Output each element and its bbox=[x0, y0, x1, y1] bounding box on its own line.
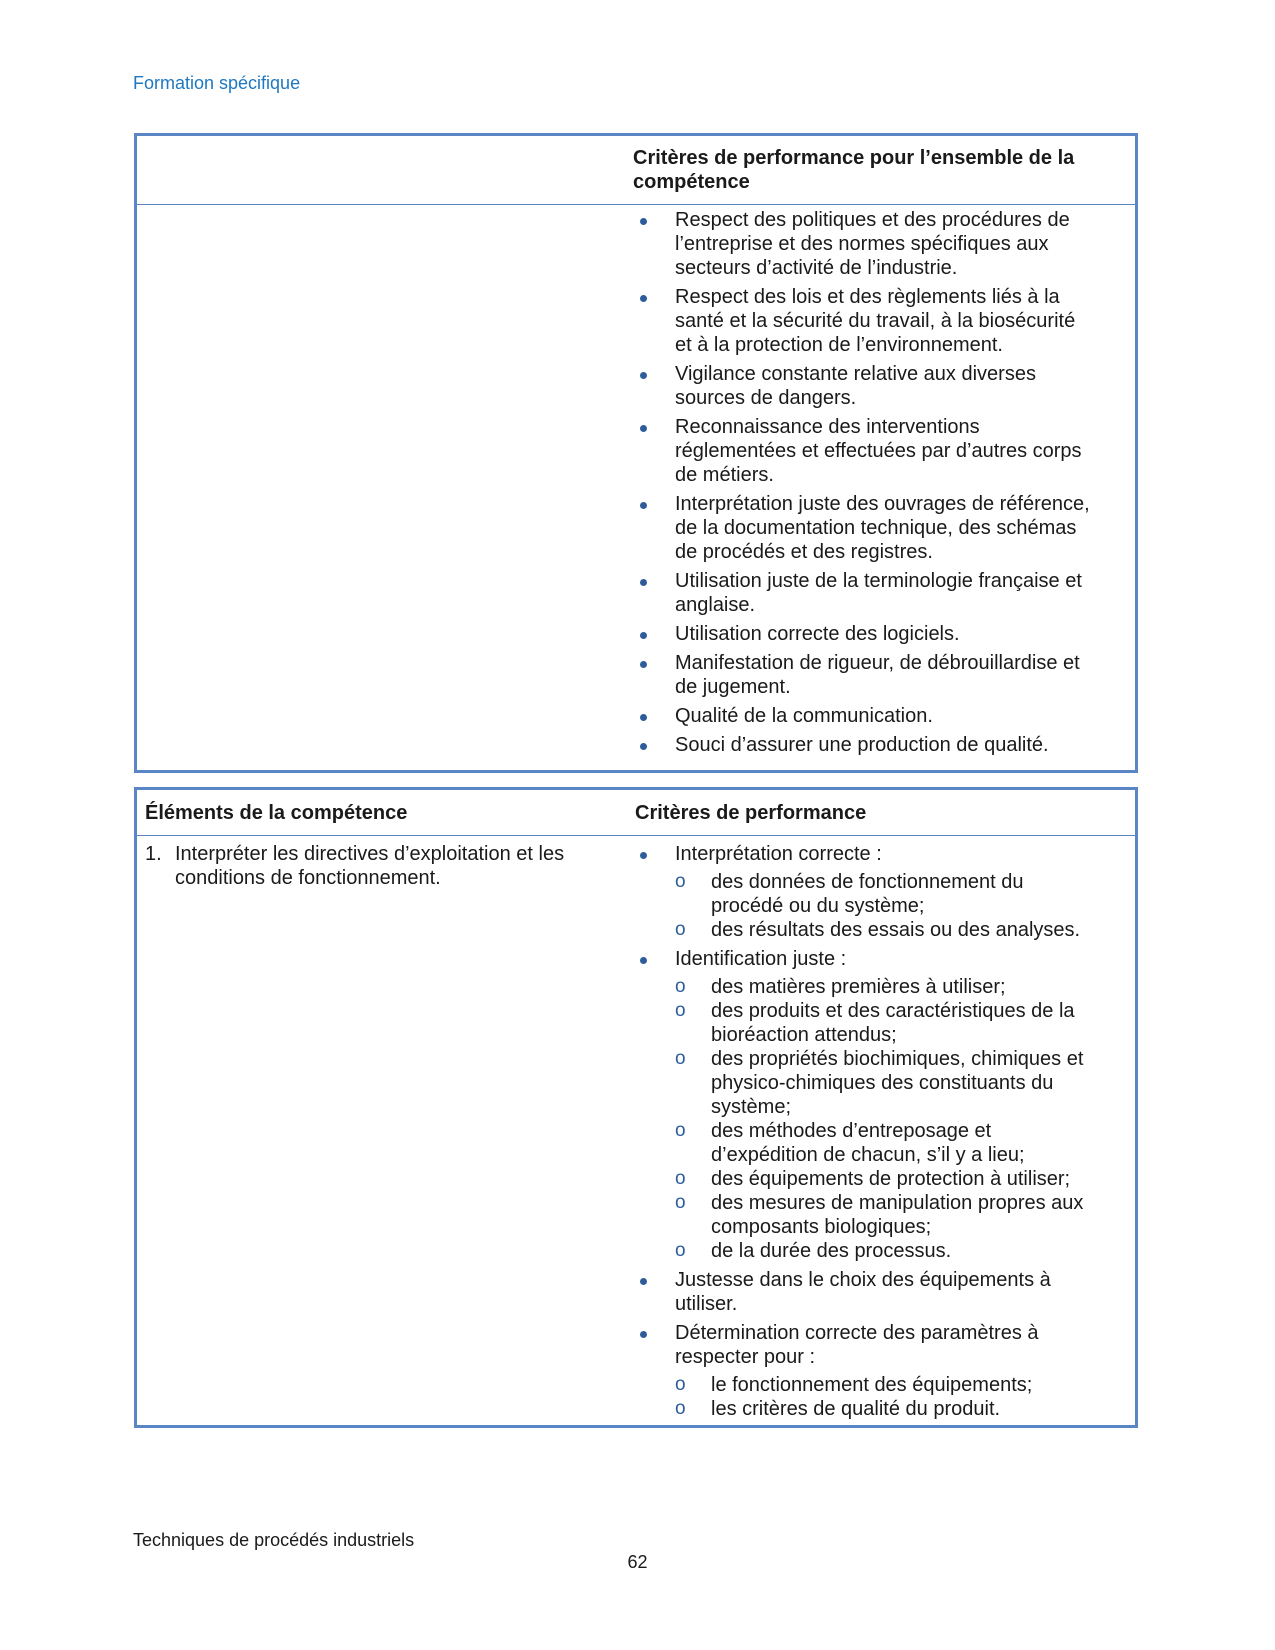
element-list bbox=[145, 842, 585, 890]
footer-title: Techniques de procédés industriels bbox=[133, 1530, 415, 1550]
table-header-row bbox=[137, 790, 1135, 836]
list-item: Souci d’assurer une production de qualité. bbox=[635, 733, 1097, 757]
sub-list-item: o des matières premières à utiliser; bbox=[675, 975, 1100, 999]
list-item: Reconnaissance des interventions réglementées et effectuées par d’autres corps de métiers. bbox=[635, 415, 1097, 487]
sub-list-item: o des résultats des essais ou des analyses. bbox=[675, 918, 1100, 942]
list-item: Respect des politiques et des procédures de l’entreprise et des normes spécifiques aux secteurs d’activité de l’industrie. bbox=[635, 208, 1097, 280]
sub-list-item: o des mesures de manipulation propres aux composants biologiques; bbox=[675, 1191, 1100, 1239]
sub-list-item: o de la durée des processus. bbox=[675, 1239, 1100, 1263]
sub-criteria-list bbox=[675, 870, 1100, 942]
element-number: 1. bbox=[145, 843, 162, 865]
elements-table bbox=[134, 787, 1138, 1428]
criterion-text: Détermination correcte des paramètres à respecter pour : bbox=[675, 1322, 1039, 1368]
list-item: Vigilance constante relative aux diverses sources de dangers. bbox=[635, 362, 1097, 410]
criteria-list bbox=[635, 842, 1100, 1421]
list-item: Manifestation de rigueur, de débrouillardise et de jugement. bbox=[635, 651, 1097, 699]
sub-list-item: o des méthodes d’entreposage et d’expédition de chacun, s’il y a lieu; bbox=[675, 1119, 1100, 1167]
sub-list-item: o le fonctionnement des équipements; bbox=[675, 1373, 1100, 1397]
list-item: Respect des lois et des règlements liés à la santé et la sécurité du travail, à la biosécurité et à la protection de l’environnement. bbox=[635, 285, 1097, 357]
criterion-text: Justesse dans le choix des équipements à utiliser. bbox=[675, 1269, 1051, 1315]
element-text: Interpréter les directives d’exploitation et les conditions de fonctionnement. bbox=[175, 843, 565, 889]
overall-criteria-list bbox=[635, 208, 1097, 757]
list-item bbox=[635, 1268, 1100, 1316]
list-item: Qualité de la communication. bbox=[635, 704, 1097, 728]
criterion-text: Interprétation correcte : bbox=[675, 843, 882, 865]
criteria-cell bbox=[635, 842, 1100, 1426]
table-header-row bbox=[137, 136, 1135, 205]
list-item bbox=[145, 842, 585, 890]
page-number: 62 bbox=[627, 1552, 648, 1572]
sub-list-item: o des propriétés biochimiques, chimiques et physico-chimiques des constituants du système; bbox=[675, 1047, 1100, 1119]
sub-list-item: o des équipements de protection à utiliser; bbox=[675, 1167, 1100, 1191]
overall-criteria-table bbox=[134, 133, 1138, 773]
list-item: Interprétation juste des ouvrages de référence, de la documentation technique, des schémas de procédés et des registres. bbox=[635, 492, 1097, 564]
section-header: Formation spécifique bbox=[133, 73, 301, 93]
sub-list-item: o des produits et des caractéristiques de la bioréaction attendus; bbox=[675, 999, 1100, 1047]
sub-criteria-list bbox=[675, 975, 1100, 1263]
list-item: Utilisation correcte des logiciels. bbox=[635, 622, 1097, 646]
list-item bbox=[635, 947, 1100, 1263]
list-item bbox=[635, 842, 1100, 942]
sub-criteria-list bbox=[675, 1373, 1100, 1421]
criterion-text: Identification juste : bbox=[675, 948, 847, 970]
sub-list-item: o les critères de qualité du produit. bbox=[675, 1397, 1100, 1421]
element-cell bbox=[145, 842, 585, 890]
criteria-heading: Critères de performance bbox=[635, 802, 867, 824]
list-item bbox=[635, 1321, 1100, 1421]
sub-list-item: o des données de fonctionnement du procédé ou du système; bbox=[675, 870, 1100, 918]
overall-criteria-cell bbox=[635, 208, 1097, 762]
elements-heading: Éléments de la compétence bbox=[145, 802, 408, 824]
list-item: Utilisation juste de la terminologie française et anglaise. bbox=[635, 569, 1097, 617]
overall-criteria-heading: Critères de performance pour l’ensemble de la compétence bbox=[633, 147, 1075, 193]
